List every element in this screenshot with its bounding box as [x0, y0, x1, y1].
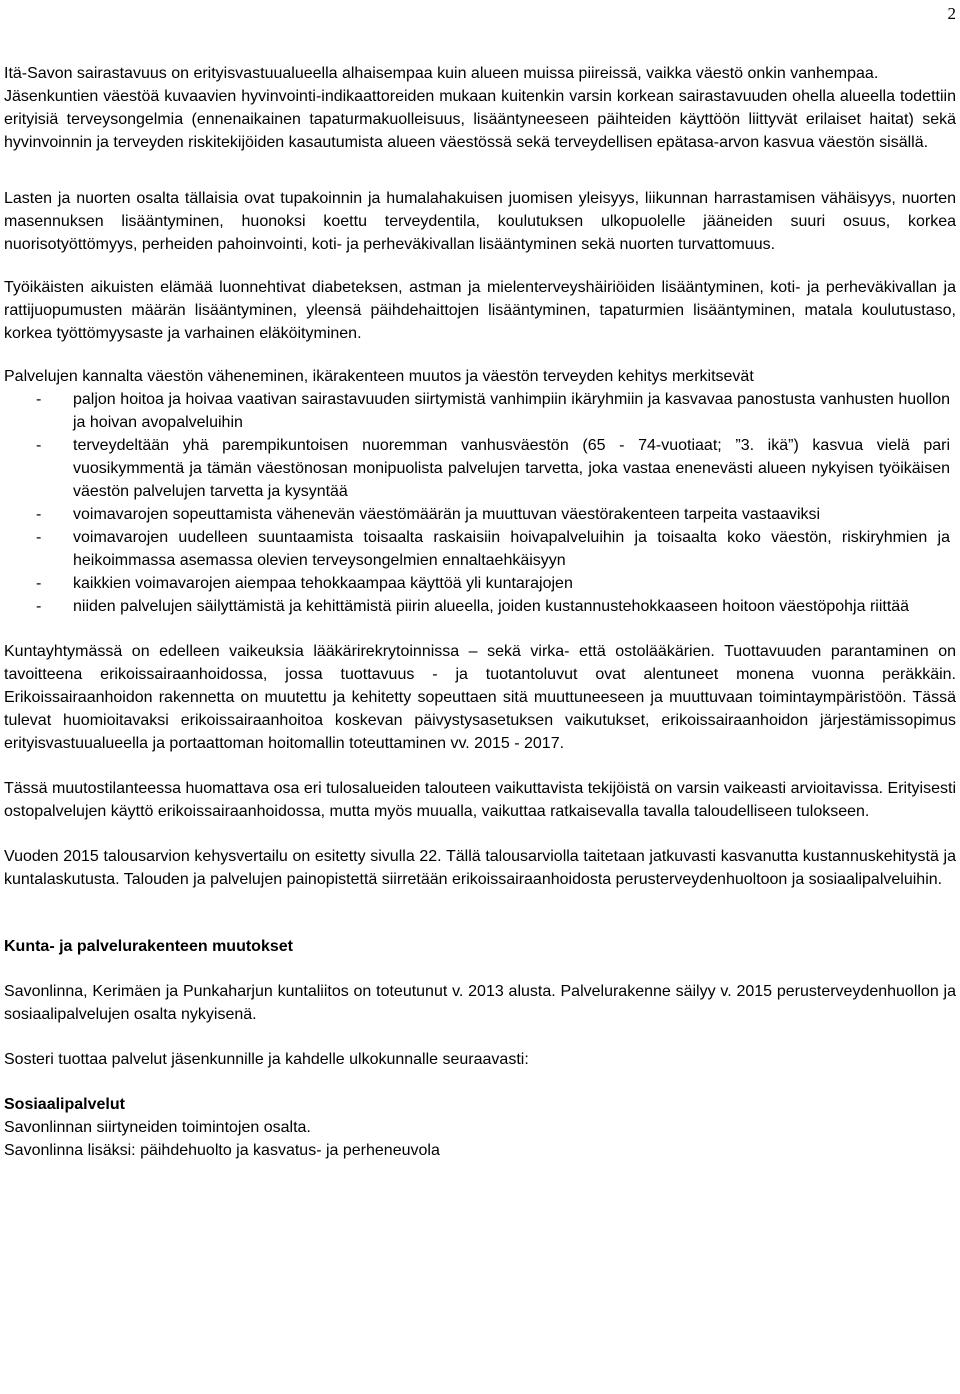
- bullet-list: [4, 388, 956, 618]
- dash-marker: -: [36, 506, 42, 523]
- paragraph-talousarvio: Vuoden 2015 talousarvion kehysvertailu on esitetty sivulla 22. Tällä talousarviolla taitetaan jatkuvasti kasvanutta kustannuskehitystä ja kuntalaskutusta. Talouden ja palvelujen painopistettä siirretään erikoissairaanhoidosta perusterveydenhuoltoon ja sosiaalipalveluihin.: [4, 848, 956, 888]
- list-item: [4, 434, 956, 503]
- line-siirtyneet-toiminnot: Savonlinnan siirtyneiden toimintojen osalta.: [4, 1119, 311, 1136]
- list-item-text: voimavarojen uudelleen suuntaamista toisaalta raskaisiin hoivapalveluihin ja toisaalta koko väestön, riskiryhmien ja heikoimmassa asemassa olevien terveysongelmien ennaltaehkäisyyn: [73, 529, 950, 569]
- dash-marker: -: [36, 598, 42, 615]
- list-item-text: voimavarojen sopeuttamista vähenevän väestömäärän ja muuttuvan väestörakenteen tarpeita vastaaviksi: [73, 506, 821, 523]
- dash-marker: -: [36, 529, 42, 546]
- list-item: [4, 388, 956, 434]
- list-item: [4, 526, 956, 572]
- heading-sosiaalipalvelut: Sosiaalipalvelut: [4, 1096, 125, 1113]
- paragraph-kuntayhtyma: Kuntayhtymässä on edelleen vaikeuksia lääkärirekrytoinnissa – sekä virka- että ostolääkärien. Tuottavuuden parantaminen on tavoitteena erikoissairaanhoidossa, jossa tuottavuus - ja tuotantoluvut ovat alentuneet monena vuonna peräkkäin. Erikoissairaanhoidon rakennetta on muutettu ja kehitetty sopeuttaen sitä muuttuneeseen ja muuttuvaan toimintaympäristöön. Tässä tulevat huomioitavaksi erikoissairaanhoitoa koskevan päivystysasetuksen vaikutukset, erikoissairaanhoidon järjestämissopimus erityisvastuualueella ja portaattoman hoitomallin toteuttaminen vv. 2015 - 2017.: [4, 643, 956, 752]
- list-item-text: terveydeltään yhä parempikuntoisen nuoremman vanhusväestön (65 - 74-vuotiaat; ”3. ikä”) kasvua vielä pari vuosikymmentä ja tämän väestönosan monipuolista palvelujen tarvetta, joka vastaa enenevästi alueen nykyisen työikäisen väestön palvelujen tarvetta ja kysyntää: [73, 437, 950, 500]
- list-item-text: niiden palvelujen säilyttämistä ja kehittämistä piirin alueella, joiden kustannustehokkaaseen hoitoon väestöpohja riittää: [73, 598, 910, 615]
- paragraph-sairastavuus: Itä-Savon sairastavuus on erityisvastuualueella alhaisempaa kuin alueen muissa piireissä, vaikka väestö onkin vanhempaa.: [4, 65, 879, 82]
- list-item-text: paljon hoitoa ja hoivaa vaativan sairastavuuden siirtymistä vanhimpiin ikäryhmiin ja kasvavaa panostusta vanhusten huollon ja hoivan avopalveluihin: [73, 391, 950, 431]
- paragraph-lapset-nuoret: Lasten ja nuorten osalta tällaisia ovat tupakoinnin ja humalahakuisen juomisen yleisyys, liikunnan harrastamisen vähäisyys, nuorten masennuksen lisääntyminen, huonoksi koettu terveydentila, koulutuksen ulkopuolelle jääneiden suuri osuus, korkea nuorisotyöttömyys, perheiden pahoinvointi, koti- ja perheväkivallan lisääntyminen sekä nuorten turvattomuus.: [4, 190, 956, 253]
- line-savonlinna-lisaksi: Savonlinna lisäksi: päihdehuolto ja kasvatus- ja perheneuvola: [4, 1142, 440, 1159]
- page-number: 2: [947, 4, 956, 23]
- list-item: [4, 572, 956, 595]
- paragraph-sosteri: Sosteri tuottaa palvelut jäsenkunnille ja kahdelle ulkokunnalle seuraavasti:: [4, 1051, 529, 1068]
- list-item: [4, 595, 956, 618]
- list-item: [4, 503, 956, 526]
- paragraph-palvelujen-kannalta: Palvelujen kannalta väestön väheneminen, ikärakenteen muutos ja väestön terveyden kehitys merkitsevät: [4, 368, 754, 385]
- dash-marker: -: [36, 391, 42, 408]
- heading-kuntarakenne: Kunta- ja palvelurakenteen muutokset: [4, 938, 293, 955]
- paragraph-tyoikaiset: Työikäisten aikuisten elämää luonnehtivat diabeteksen, astman ja mielenterveyshäiriöiden lisääntyminen, koti- ja perheväkivallan ja rattijuopumusten määrän lisääntyminen, yleensä päihdehaittojen lisääntyminen, tapaturmien lisääntyminen, matala koulutustaso, korkea työttömyysaste ja varhainen eläköityminen.: [4, 279, 956, 342]
- paragraph-kuntaliitos: Savonlinna, Kerimäen ja Punkaharjun kuntaliitos on toteutunut v. 2013 alusta. Palvelurakenne säilyy v. 2015 perusterveydenhuollon ja sosiaalipalvelujen osalta nykyisenä.: [4, 983, 956, 1023]
- paragraph-muutostilanne: Tässä muutostilanteessa huomattava osa eri tulosalueiden talouteen vaikuttavista tekijöistä on varsin vaikeasti arvioitavissa. Erityisesti ostopalvelujen käyttö erikoissairaanhoidossa, mutta myös muualla, vaikuttaa ratkaisevalla tavalla taloudelliseen tulokseen.: [4, 780, 956, 820]
- list-item-text: kaikkien voimavarojen aiempaa tehokkaampaa käyttöä yli kuntarajojen: [73, 575, 573, 592]
- document-body: [4, 62, 956, 1162]
- dash-marker: -: [36, 575, 42, 592]
- paragraph-hyvinvointi-indikaattorit: Jäsenkuntien väestöä kuvaavien hyvinvointi-indikaattoreiden mukaan kuitenkin varsin korkean sairastavuuden ohella alueella todettiin erityisiä terveysongelmia (ennenaikainen tapaturmakuolleisuus, lisääntyneeseen päihteiden käyttöön liittyvät erilaiset haitat) sekä hyvinvoinnin ja terveyden riskitekijöiden kasautumista alueen väestössä sekä terveydellisen epätasa-arvon kasvua väestön sisällä.: [4, 88, 956, 151]
- dash-marker: -: [36, 437, 42, 454]
